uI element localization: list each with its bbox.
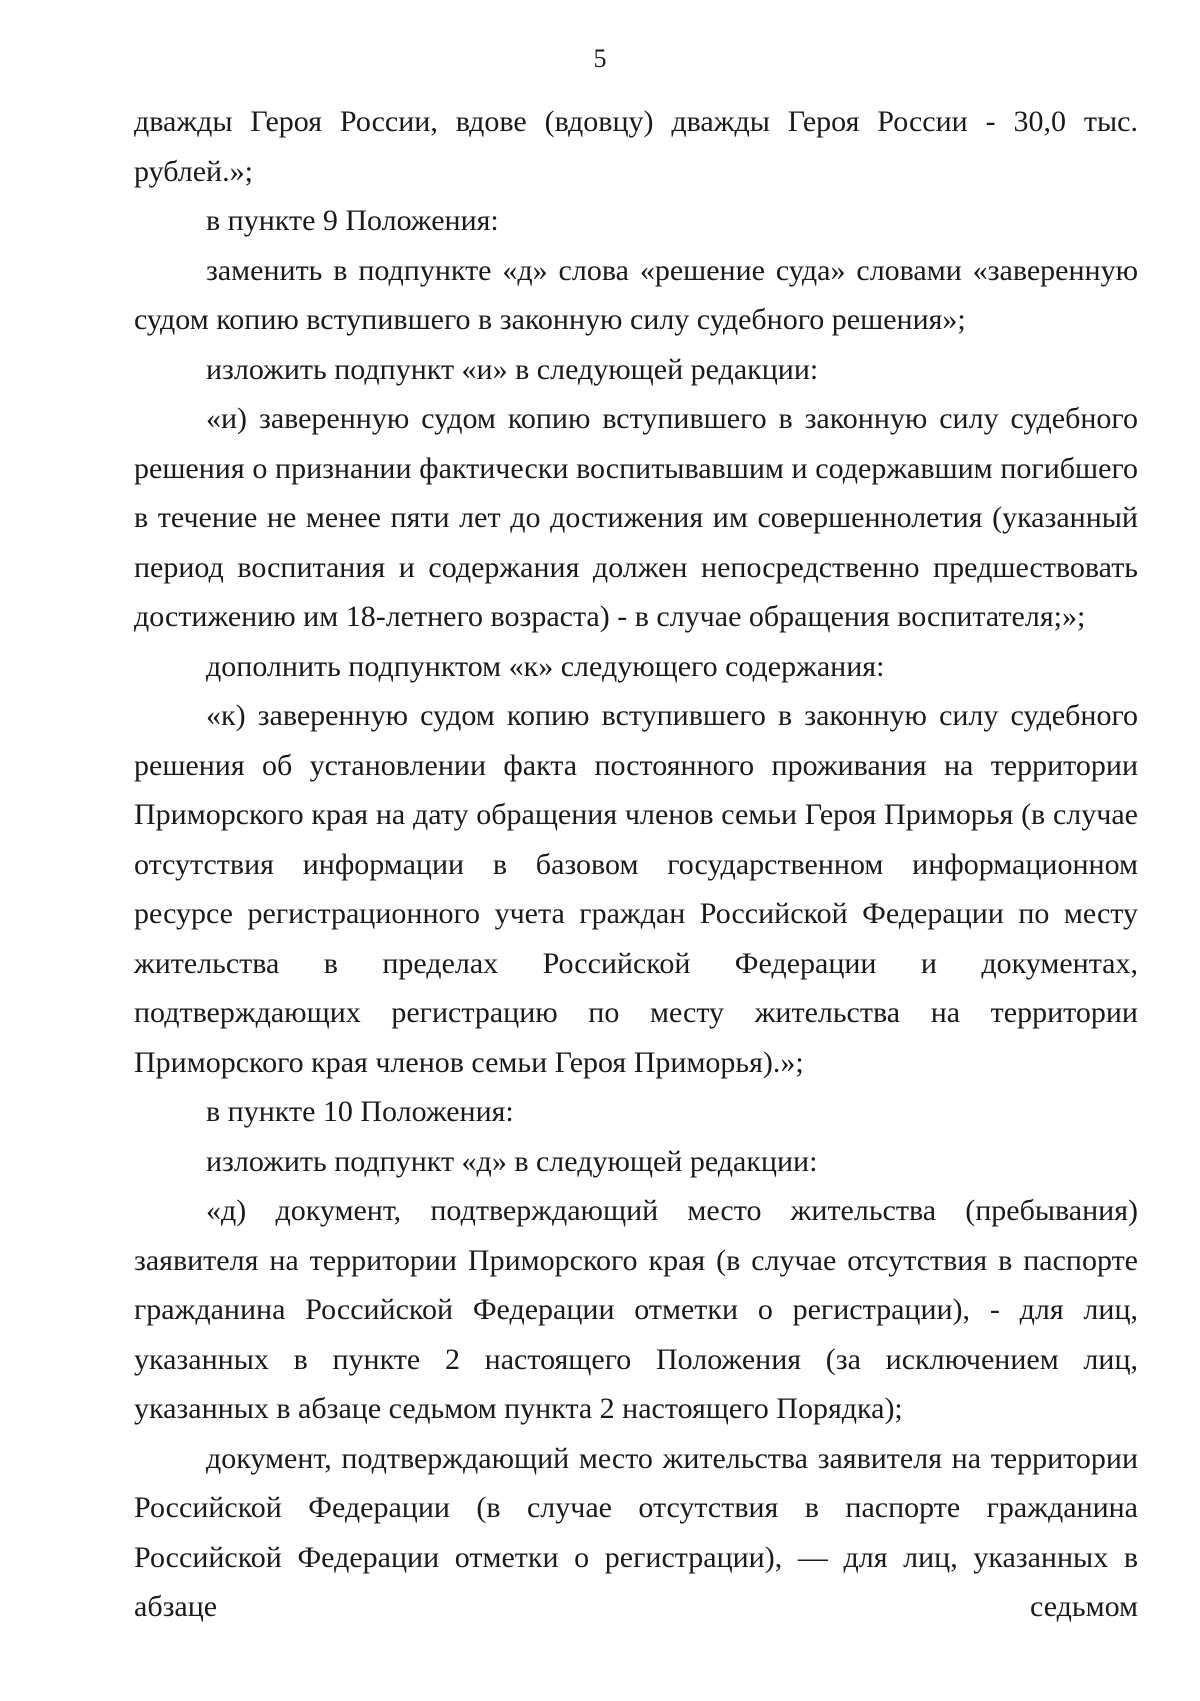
paragraph-subpoint-i-text: «и) заверенную судом копию вступившего в законную силу судебного решения о признании фактически воспитывавшим и содержавшим погибшего в течение не менее пяти лет до достижения им совершеннолетия (указанный период воспитания и содержания должен непосредственно предшествовать достижению им 18-летнего возраста) - в случае обращения воспитателя;»; [134, 402, 1138, 633]
paragraph-hero-amount: дважды Героя России, вдове (вдовцу) дважды Героя России - 30,0 тыс. рублей.»; [134, 105, 1138, 188]
paragraph-point-10-heading: в пункте 10 Положения: [206, 1095, 514, 1128]
paragraph-subpoint-d-text: «д) документ, подтверждающий место жительства (пребывания) заявителя на территории Приморского края (в случае отсутствия в паспорте гражданина Российской Федерации отметки о регистрации), - для лиц, указанных в пункте 2 настоящего Положения (за исключением лиц, указанных в абзаце седьмом пункта 2 настоящего Порядка); [134, 1194, 1138, 1425]
paragraph-subpoint-k-heading: дополнить подпунктом «к» следующего содержания: [206, 649, 885, 683]
paragraph-subpoint-i-heading: изложить подпункт «и» в следующей редакции: [206, 352, 819, 386]
paragraph-replace-subpoint-d: заменить в подпункте «д» слова «решение суда» словами «заверенную судом копию вступившего в законную силу судебного решения»; [134, 253, 1138, 336]
page-number: 5 [593, 44, 607, 73]
document-body [134, 97, 1138, 1632]
paragraph-point-9-heading: в пункте 9 Положения: [206, 204, 499, 237]
paragraph-residence-document: документ, подтверждающий место жительства заявителя на территории Российской Федерации (в случае отсутствия в паспорте гражданина Российской Федерации отметки о регистрации), — для лиц, указанных в абзаце седьмом [134, 1441, 1138, 1623]
paragraph-subpoint-d-heading: изложить подпункт «д» в следующей редакции: [206, 1144, 818, 1178]
paragraph-subpoint-k-text: «к) заверенную судом копию вступившего в законную силу судебного решения об установлении факта постоянного проживания на территории Приморского края на дату обращения членов семьи Героя Приморья (в случае отсутствия информации в базовом государственном информационном ресурсе регистрационного учета граждан Российской Федерации по месту жительства в пределах Российской Федерации и документах, подтверждающих регистрацию по месту жительства на территории Приморского края членов семьи Героя Приморья).»; [134, 699, 1138, 1079]
